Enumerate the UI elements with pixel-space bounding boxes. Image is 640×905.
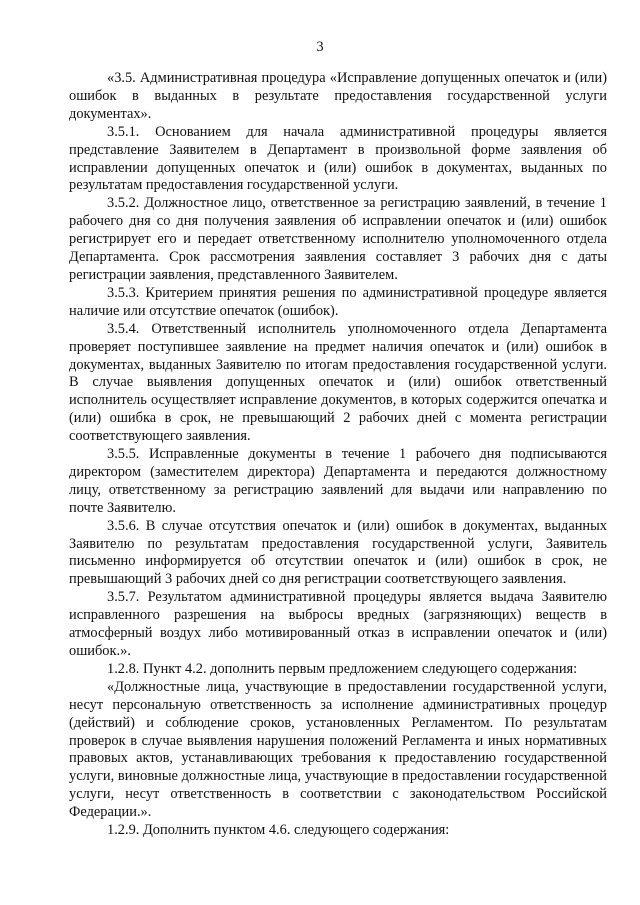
paragraph-3-5-4: 3.5.4. Ответственный исполнитель уполномоченного отдела Департамента проверяет поступившее заявление на предмет наличия опечаток и (или) ошибок в документах, выданных Заявителю по итогам предоставления государственной услуги. В случае выявления допущенных опечаток и (или) ошибок ответственный исполнитель осуществляет исправление документов, в которых содержится опечатка и (или) ошибка в срок, не превышающий 2 рабочих дней с момента регистрации соответствующего заявления. (69, 320, 607, 445)
document-body (69, 70, 607, 840)
paragraph-3-5-heading: «3.5. Административная процедура «Исправление допущенных опечаток и (или) ошибок в выданных в результате предоставления государственной услуги документах». (69, 70, 607, 122)
paragraph-3-5-5: 3.5.5. Исправленные документы в течение 1 рабочего дня подписываются директором (заместителем директора) Департамента и передаются должностному лицу, ответственному за регистрацию заявлений для выдачи или направлению по почте Заявителю. (69, 446, 607, 516)
paragraph-1-2-9: 1.2.9. Дополнить пунктом 4.6. следующего содержания: (107, 822, 450, 839)
paragraph-3-5-1: 3.5.1. Основанием для начала административной процедуры является представление Заявителем в Департамент в произвольной форме заявления об исправлении допущенных опечаток и (или) ошибок в документах, выданных по результатам предоставления государственной услуги. (69, 123, 607, 194)
paragraph-3-5-3: 3.5.3. Критерием принятия решения по административной процедуре является наличие или отсутствие опечаток (ошибок). (69, 284, 607, 319)
paragraph-3-5-2: 3.5.2. Должностное лицо, ответственное за регистрацию заявлений, в течение 1 рабочего дня со дня получения заявления об исправлении опечаток и (или) ошибок регистрирует его и передает ответственному исполнителю уполномоченного отдела Департамента. Срок рассмотрения заявления составляет 3 рабочих дня с даты регистрации заявления, представленного Заявителем. (69, 195, 607, 283)
paragraph-3-5-7: 3.5.7. Результатом административной процедуры является выдача Заявителю исправленного разрешения на выбросы вредных (загрязняющих) веществ в атмосферный воздух либо мотивированный отказ в исправлении опечаток и (или) ошибок.». (69, 589, 607, 659)
paragraph-3-5-6: 3.5.6. В случае отсутствия опечаток и (или) ошибок в документах, выданных Заявителю по результатам предоставления государственной услуги, Заявитель письменно информируется об отсутствии опечаток и (или) ошибок в срок, не превышающий 3 рабочих дней со дня регистрации соответствующего заявления. (69, 517, 607, 588)
page-number: 3 (316, 39, 324, 55)
paragraph-1-2-8: 1.2.8. Пункт 4.2. дополнить первым предложением следующего содержания: (107, 660, 578, 677)
paragraph-responsibility-quote: «Должностные лица, участвующие в предоставлении государственной услуги, несут персональную ответственность за исполнение административных процедур (действий) и соблюдение сроков, установленных Регламентом. По результатам проверок в случае выявления нарушения положений Регламента и иных нормативных правовых актов, устанавливающих требования к предоставлению государственной услуги, виновные должностные лица, участвующие в предоставлении государственной услуги, несут ответственность в соответствии с законодательством Российской Федерации.». (69, 678, 607, 821)
